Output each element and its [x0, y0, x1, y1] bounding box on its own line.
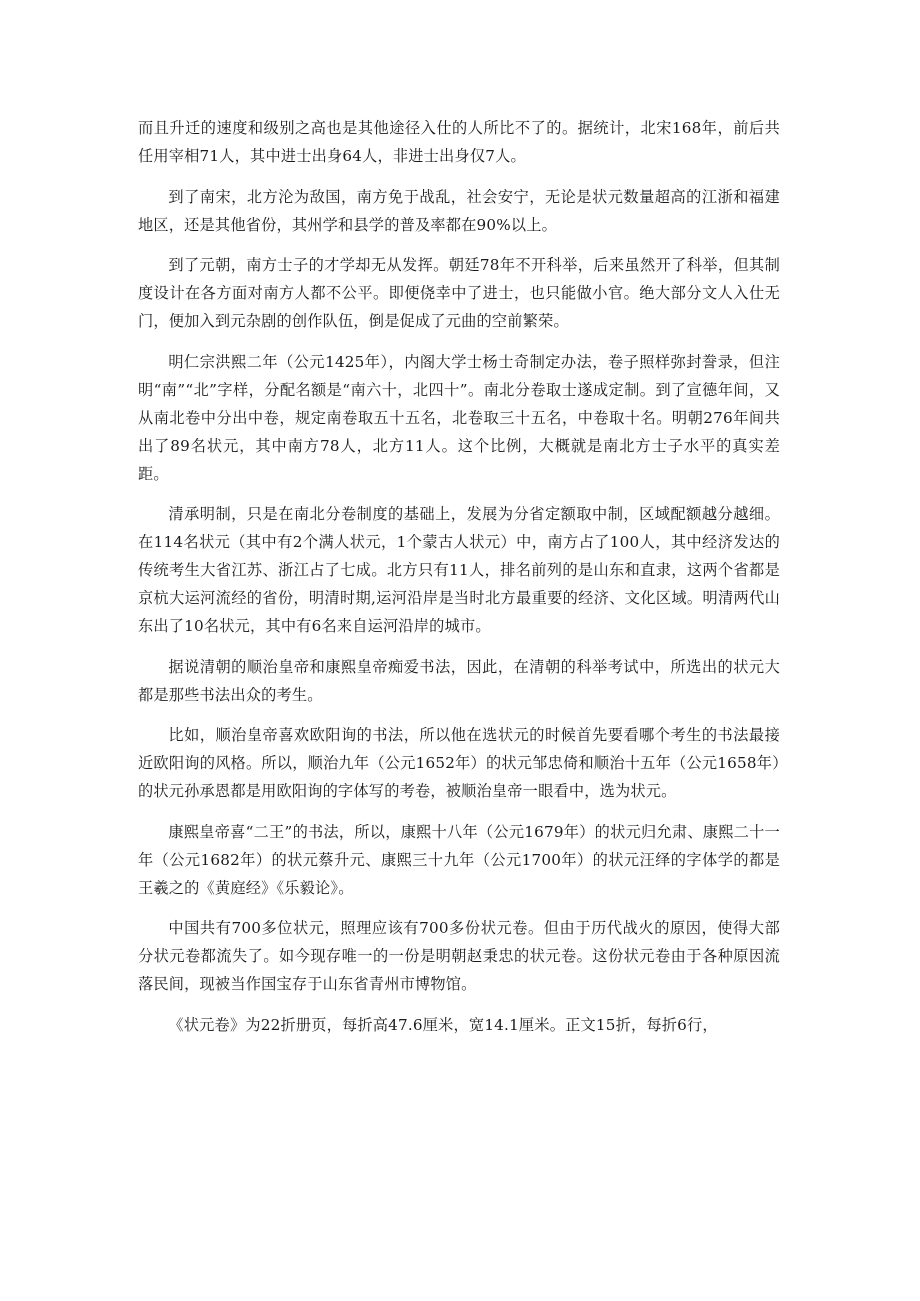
- paragraph-qing-quota: 清承明制，只是在南北分卷制度的基础上，发展为分省定额取中制，区域配额越分越细。在114名状元（其中有2个满人状元，1个蒙古人状元）中，南方占了100人，其中经济发达的传统考生大省江苏、浙江占了七成。北方只有11人，排名前列的是山东和直隶，这两个省都是京杭大运河流经的省份，明清时期,运河沿岸是当时北方最重要的经济、文化区域。明清两代山东出了10名状元，其中有6名来自运河沿岸的城市。: [138, 505, 780, 635]
- paragraph-calligraphy-emperors: 据说清朝的顺治皇帝和康熙皇帝痴爱书法，因此，在清朝的科举考试中，所选出的状元大都是那些书法出众的考生。: [138, 657, 780, 704]
- paragraph-southern-song: 到了南宋，北方沦为敌国，南方免于战乱，社会安宁，无论是状元数量超高的江浙和福建地区，还是其他省份，其州学和县学的普及率都在90%以上。: [138, 187, 780, 234]
- paragraph-ming-north-south: 明仁宗洪熙二年（公元1425年），内阁大学士杨士奇制定办法，卷子照样弥封誊录，但注明“南”“北”字样，分配名额是“南六十，北四十”。南北分卷取士遂成定制。到了宣德年间，又从南北卷中分出中卷，规定南卷取五十五名，北卷取三十五名，中卷取十名。明朝276年间共出了89名状元，其中南方78人，北方11人。这个比例，大概就是南北方士子水平的真实差距。: [138, 352, 780, 483]
- paragraph-surviving-exam: 中国共有700多位状元，照理应该有700多份状元卷。但由于历代战火的原因，使得大部分状元卷都流失了。如今现存唯一的一份是明朝赵秉忠的状元卷。这份状元卷由于各种原因流落民间，现被当作国宝存于山东省青州市博物馆。: [138, 919, 780, 993]
- paragraph-exam-dimensions: 《状元卷》为22折册页，每折高47.6厘米，宽14.1厘米。正文15折，每折6行，: [168, 1015, 718, 1034]
- paragraph-kangxi-erwang: 康熙皇帝喜“二王”的书法，所以，康熙十八年（公元1679年）的状元归允肃、康熙二十一年（公元1682年）的状元蔡升元、康熙三十九年（公元1700年）的状元汪绎的字体学的都是王羲之的《黄庭经》《乐毅论》。: [138, 822, 780, 897]
- paragraph-shunzhi-ouyang: 比如，顺治皇帝喜欢欧阳询的书法，所以他在选状元的时候首先要看哪个考生的书法最接近欧阳询的风格。所以，顺治九年（公元1652年）的状元邹忠倚和顺治十五年（公元1658年）的状元孙承恩都是用欧阳询的字体写的考卷，被顺治皇帝一眼看中，选为状元。: [138, 726, 780, 800]
- document-body: [138, 114, 780, 1051]
- paragraph-song-chancellors: 而且升迁的速度和级别之高也是其他途径入仕的人所比不了的。据统计，北宋168年，前后共任用宰相71人，其中进士出身64人，非进士出身仅7人。: [138, 119, 780, 165]
- paragraph-yuan-dynasty: 到了元朝，南方士子的才学却无从发挥。朝廷78年不开科举，后来虽然开了科举，但其制度设计在各方面对南方人都不公平。即便侥幸中了进士，也只能做小官。绝大部分文人入仕无门，便加入到元杂剧的创作队伍，倒是促成了元曲的空前繁荣。: [138, 256, 780, 330]
